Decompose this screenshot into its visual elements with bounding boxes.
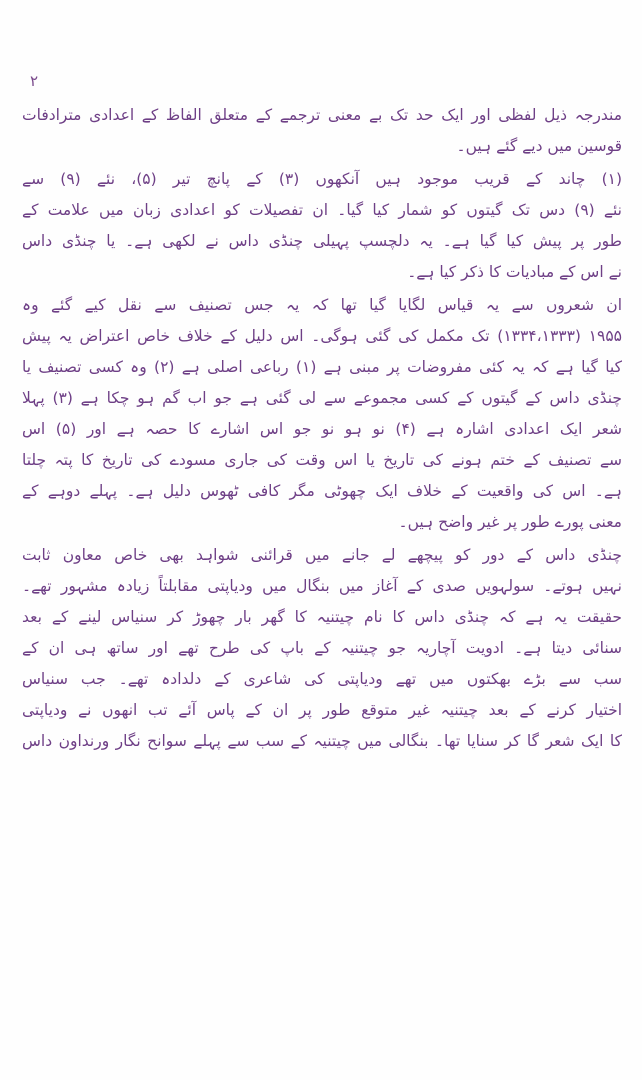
text-line: شعر ایک اعدادی اشارہ ہے (۴) نو ہو نو جو اس اشارے کا حصہ ہے اور (۵) اس — [22, 420, 622, 438]
text-line: ۱۹۵۵ (۱۳۳۴،۱۳۳۳) تک مکمل کی گئی ہوگی۔ اس دلیل کے خلاف خاص اعتراض یہ پیش — [22, 327, 622, 345]
text-line: سے تصنیف کے ختم ہونے کی تاریخ یا اس وقت کی جاری مسودے کی تاریخ کا پتہ چلتا — [22, 451, 622, 469]
text-line: طور پر پیش کیا گیا ہے۔ یہ دلچسپ پہیلی چنڈی داس نے لکھی ہے۔ یا چنڈی داس — [22, 232, 622, 250]
text-line: سنائی دیتا ہے۔ ادویت آچاریہ جو چیتنیہ کے باپ کی طرح تھے اور ساتھ ہی ان کے — [22, 639, 622, 657]
text-line: ان شعروں سے یہ قیاس لگایا گیا تھا کہ یہ جس تصنیف سے نقل کیے گئے وہ — [22, 296, 622, 314]
paragraph-4 — [22, 540, 622, 757]
paragraph-3 — [22, 290, 622, 538]
text-line: ہے۔ اس کی واقعیت کے خلاف ایک چھوٹی مگر کافی ٹھوس دلیل ہے۔ پہلے دوہے کے — [22, 482, 622, 500]
text-line: چنڈی داس کے گیتوں کے کسی مجموعے سے لی گئی ہے جو اب گم ہو چکا ہے (۳) پہلا — [22, 389, 622, 407]
text-line: مندرجہ ذیل لفظی اور ایک حد تک بے معنی ترجمے کے متعلق الفاظ کے اعدادی مترادفات — [22, 106, 622, 124]
text-line: کا ایک شعر گا کر سنایا تھا۔ بنگالی میں چیتنیہ کے سب سے پہلے سوانح نگار ورنداون داس — [22, 732, 622, 750]
text-line: نہیں ہوتے۔ سولہویں صدی کے آغاز میں بنگال میں ودیاپتی مقابلتاً زیادہ مشہور تھے۔ — [22, 577, 622, 595]
text-line: کیا گیا ہے کہ یہ کئی مفروضات پر مبنی ہے (۱) رباعی اصلی ہے (۲) وہ کسی تصنیف یا — [22, 358, 622, 376]
text-body — [22, 100, 622, 757]
paragraph-2 — [22, 164, 622, 288]
page-number: ۲ — [30, 72, 39, 90]
text-line: قوسین میں دیے گئے ہیں۔ — [456, 137, 622, 155]
text-line: اختیار کرنے کے بعد چیتنیہ غیر متوقع طور پر ان کے پاس آئے تب انھوں نے ودیاپتی — [22, 701, 622, 719]
text-line: (۱) چاند کے قریب موجود ہیں آنکھوں (۳) کے پانچ تیر (۵)، نئے (۹) سے — [22, 170, 622, 188]
text-line: چنڈی داس کے دور کو پیچھے لے جانے میں قرائنی شواہد بھی خاص معاون ثابت — [22, 546, 622, 564]
text-line: حقیقت یہ ہے کہ چنڈی داس کا نام چیتنیہ کا گھر بار چھوڑ کر سنیاس لینے کے بعد — [22, 608, 622, 626]
paragraph-1 — [22, 100, 622, 162]
text-line: سب سے بڑے بھکتوں میں تھے ودیاپتی کی شاعری کے دلدادہ تھے۔ جب سنیاس — [22, 670, 622, 688]
text-line: نے اس کے مبادیات کا ذکر کیا ہے۔ — [407, 263, 622, 281]
text-line: معنی پورے طور پر غیر واضح ہیں۔ — [398, 513, 622, 531]
text-line: نئے (۹) دس تک گیتوں کو شمار کیا گیا۔ ان تفصیلات کو اعدادی زبان میں علامت کے — [22, 201, 622, 219]
